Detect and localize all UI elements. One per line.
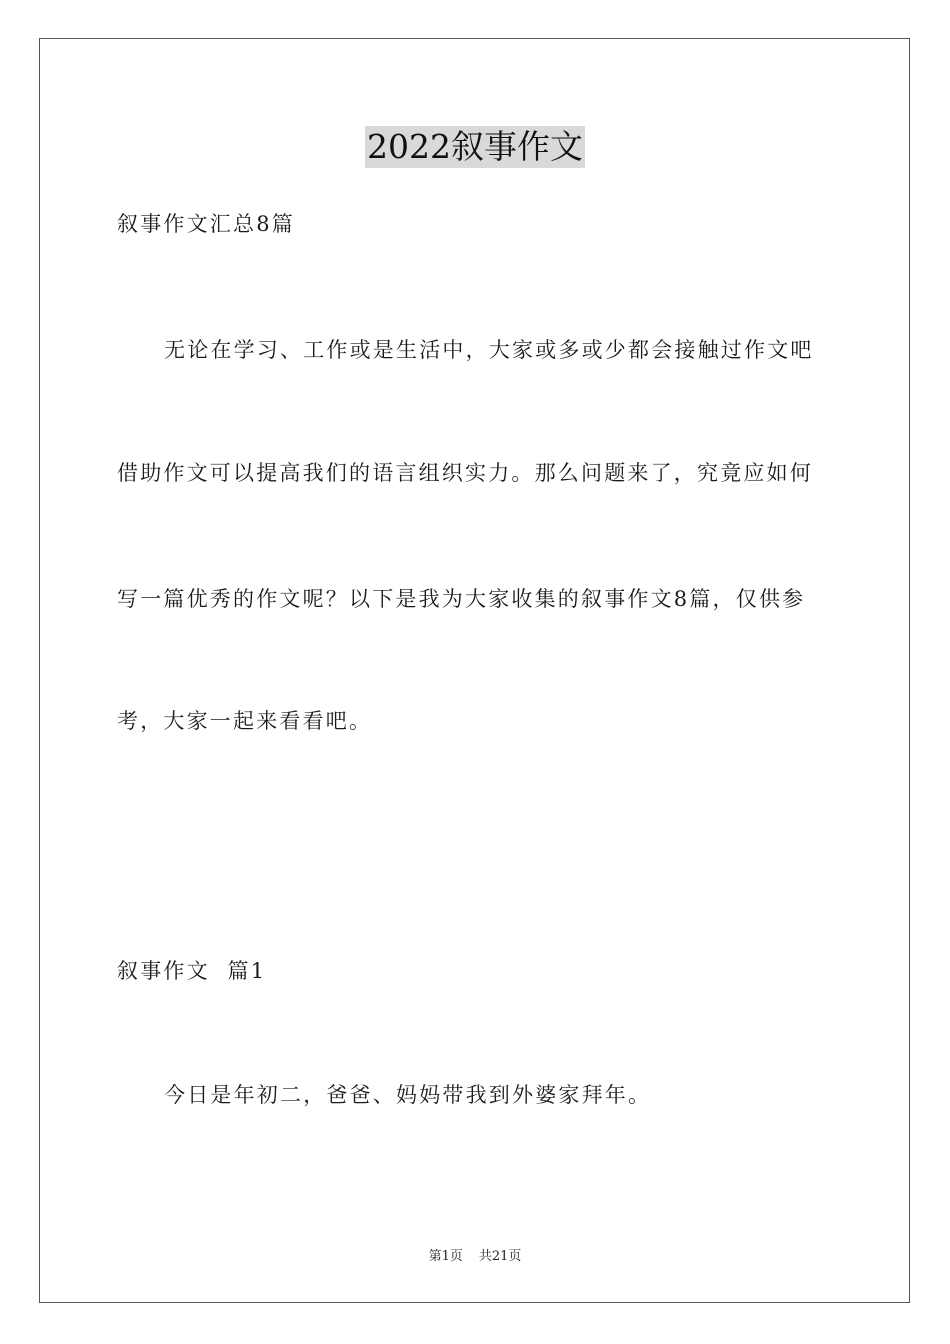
section-heading: 叙事作文 篇1 — [117, 959, 267, 983]
page-total: 共21页 — [478, 1249, 522, 1264]
section-line-1: 今日是年初二，爸爸、妈妈带我到外婆家拜年。 — [164, 1083, 652, 1107]
page-footer — [0, 1248, 950, 1266]
intro-line-4: 考，大家一起来看看吧。 — [117, 709, 373, 733]
document-title: 2022叙事作文 — [367, 127, 583, 166]
intro-line-1: 无论在学习、工作或是生活中，大家或多或少都会接触过作文吧 — [164, 338, 814, 362]
intro-line-3: 写一篇优秀的作文呢？以下是我为大家收集的叙事作文8篇，仅供参 — [117, 587, 806, 611]
intro-line-2: 借助作文可以提高我们的语言组织实力。那么问题来了，究竟应如何 — [117, 461, 813, 485]
document-subtitle: 叙事作文汇总8篇 — [117, 212, 295, 236]
title-container — [0, 126, 950, 168]
page-number: 第1页 — [428, 1249, 463, 1264]
